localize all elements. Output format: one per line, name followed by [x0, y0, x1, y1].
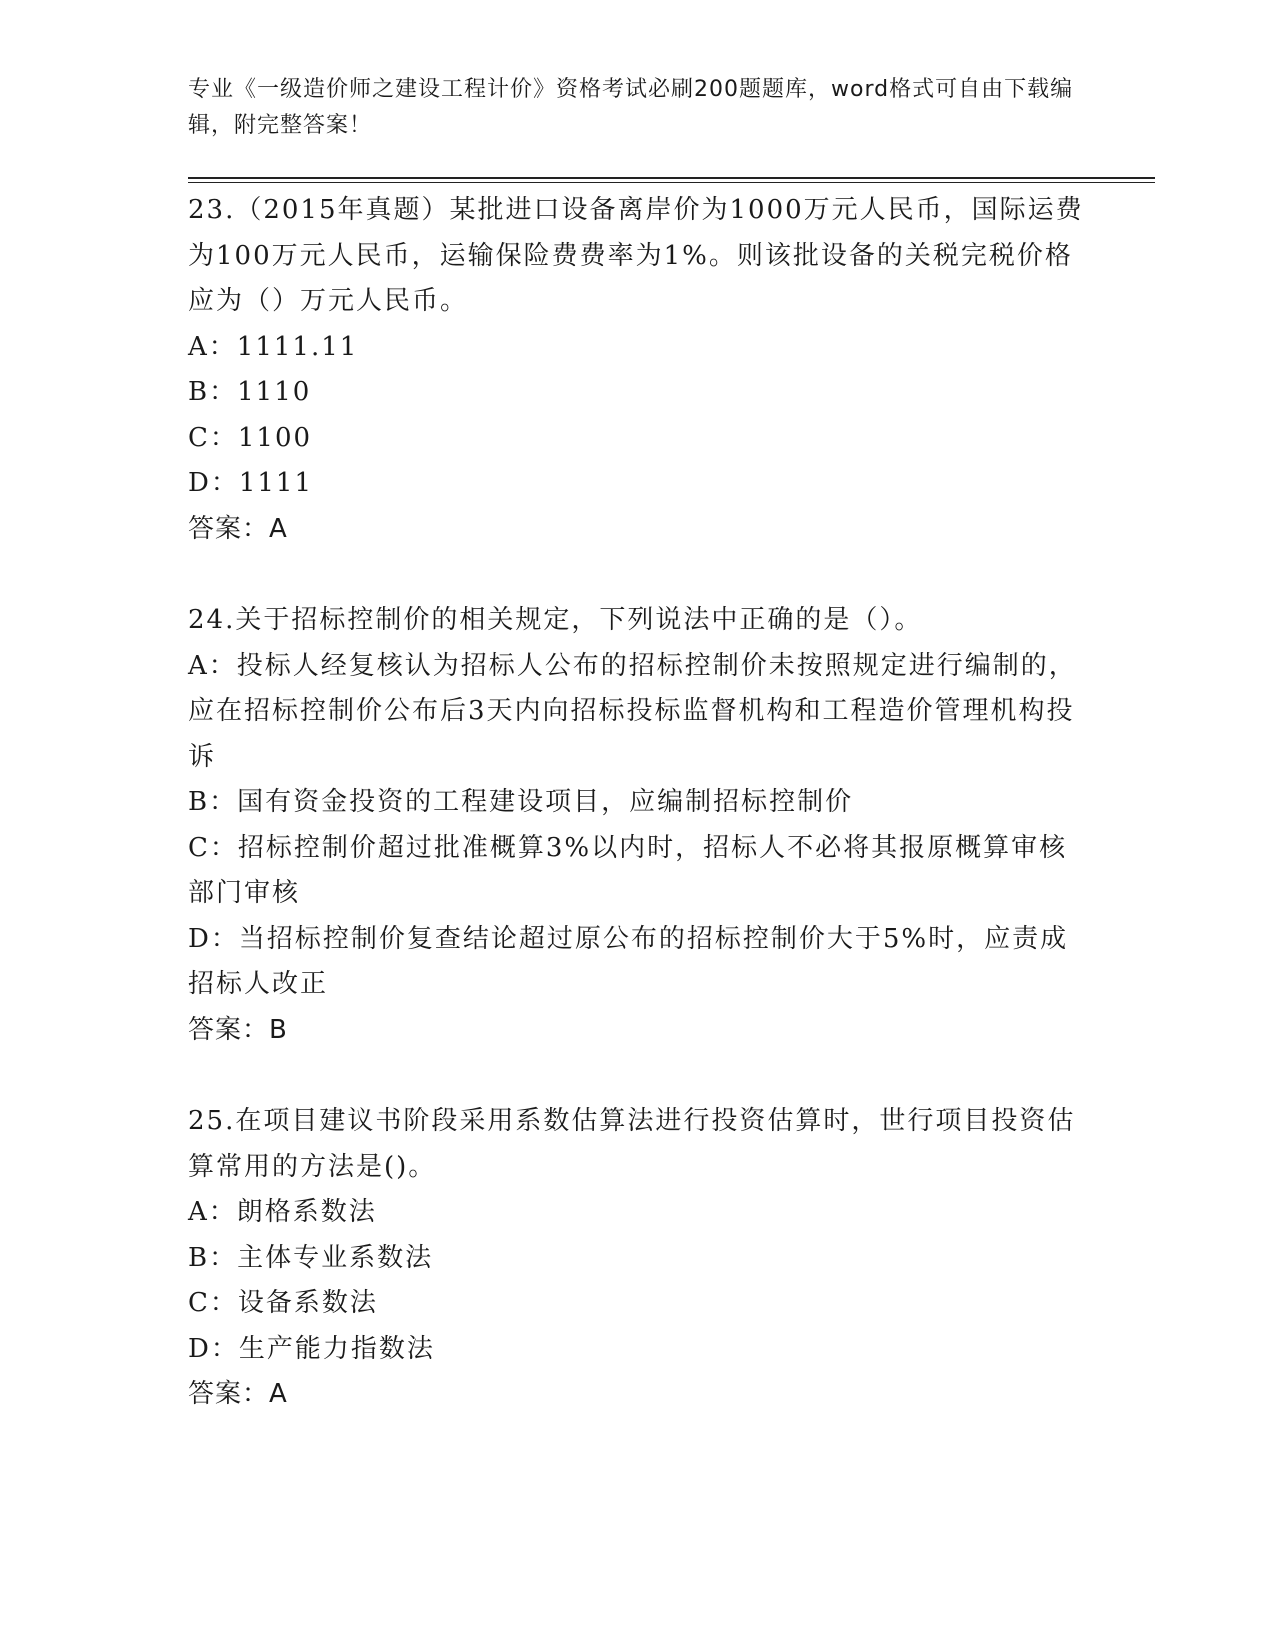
option-b: B：国有资金投资的工程建设项目，应编制招标控制价 [188, 787, 854, 817]
option-d: D：当招标控制价复查结论超过原公布的招标控制价大于5%时，应责成招标人改正 [188, 923, 1069, 999]
option-a: A：朗格系数法 [188, 1197, 377, 1227]
header-divider-thin [188, 182, 1155, 183]
spacer [188, 552, 1088, 598]
question-25 [188, 1099, 1088, 1418]
option-d: D：1111 [188, 468, 314, 498]
option-c: C：招标控制价超过批准概算3%以内时，招标人不必将其报原概算审核部门审核 [188, 832, 1068, 908]
answer-label: 答案：A [188, 513, 288, 544]
option-b: B：主体专业系数法 [188, 1242, 434, 1273]
option-d: D：生产能力指数法 [188, 1333, 435, 1364]
answer-label: 答案：B [188, 1014, 288, 1045]
option-a: A：投标人经复核认为招标人公布的招标控制价未按照规定进行编制的，应在招标控制价公布后3天内向招标投标监督机构和工程造价管理机构投诉 [188, 650, 1077, 772]
option-c: C：1100 [188, 422, 313, 453]
option-a: A：1111.11 [188, 331, 359, 362]
question-24 [188, 598, 1088, 1053]
question-stem: 25.在项目建议书阶段采用系数估算法进行投资估算时，世行项目投资估算常用的方法是()。 [188, 1106, 1076, 1182]
question-stem: 23.（2015年真题）某批进口设备离岸价为1000万元人民币，国际运费为100万元人民币，运输保险费费率为1%。则该批设备的关税完税价格应为（）万元人民币。 [188, 195, 1084, 316]
question-23 [188, 188, 1088, 552]
answer-label: 答案：A [188, 1379, 288, 1409]
question-stem: 24.关于招标控制价的相关规定，下列说法中正确的是（）。 [188, 605, 923, 635]
option-b: B：1110 [188, 377, 312, 407]
document-header: 专业《一级造价师之建设工程计价》资格考试必刷200题题库，word格式可自由下载编辑，附完整答案！ [188, 77, 1074, 138]
spacer [188, 1053, 1088, 1099]
option-c: C：设备系数法 [188, 1288, 378, 1318]
header-divider-thick [188, 177, 1155, 179]
question-list [188, 188, 1088, 1418]
